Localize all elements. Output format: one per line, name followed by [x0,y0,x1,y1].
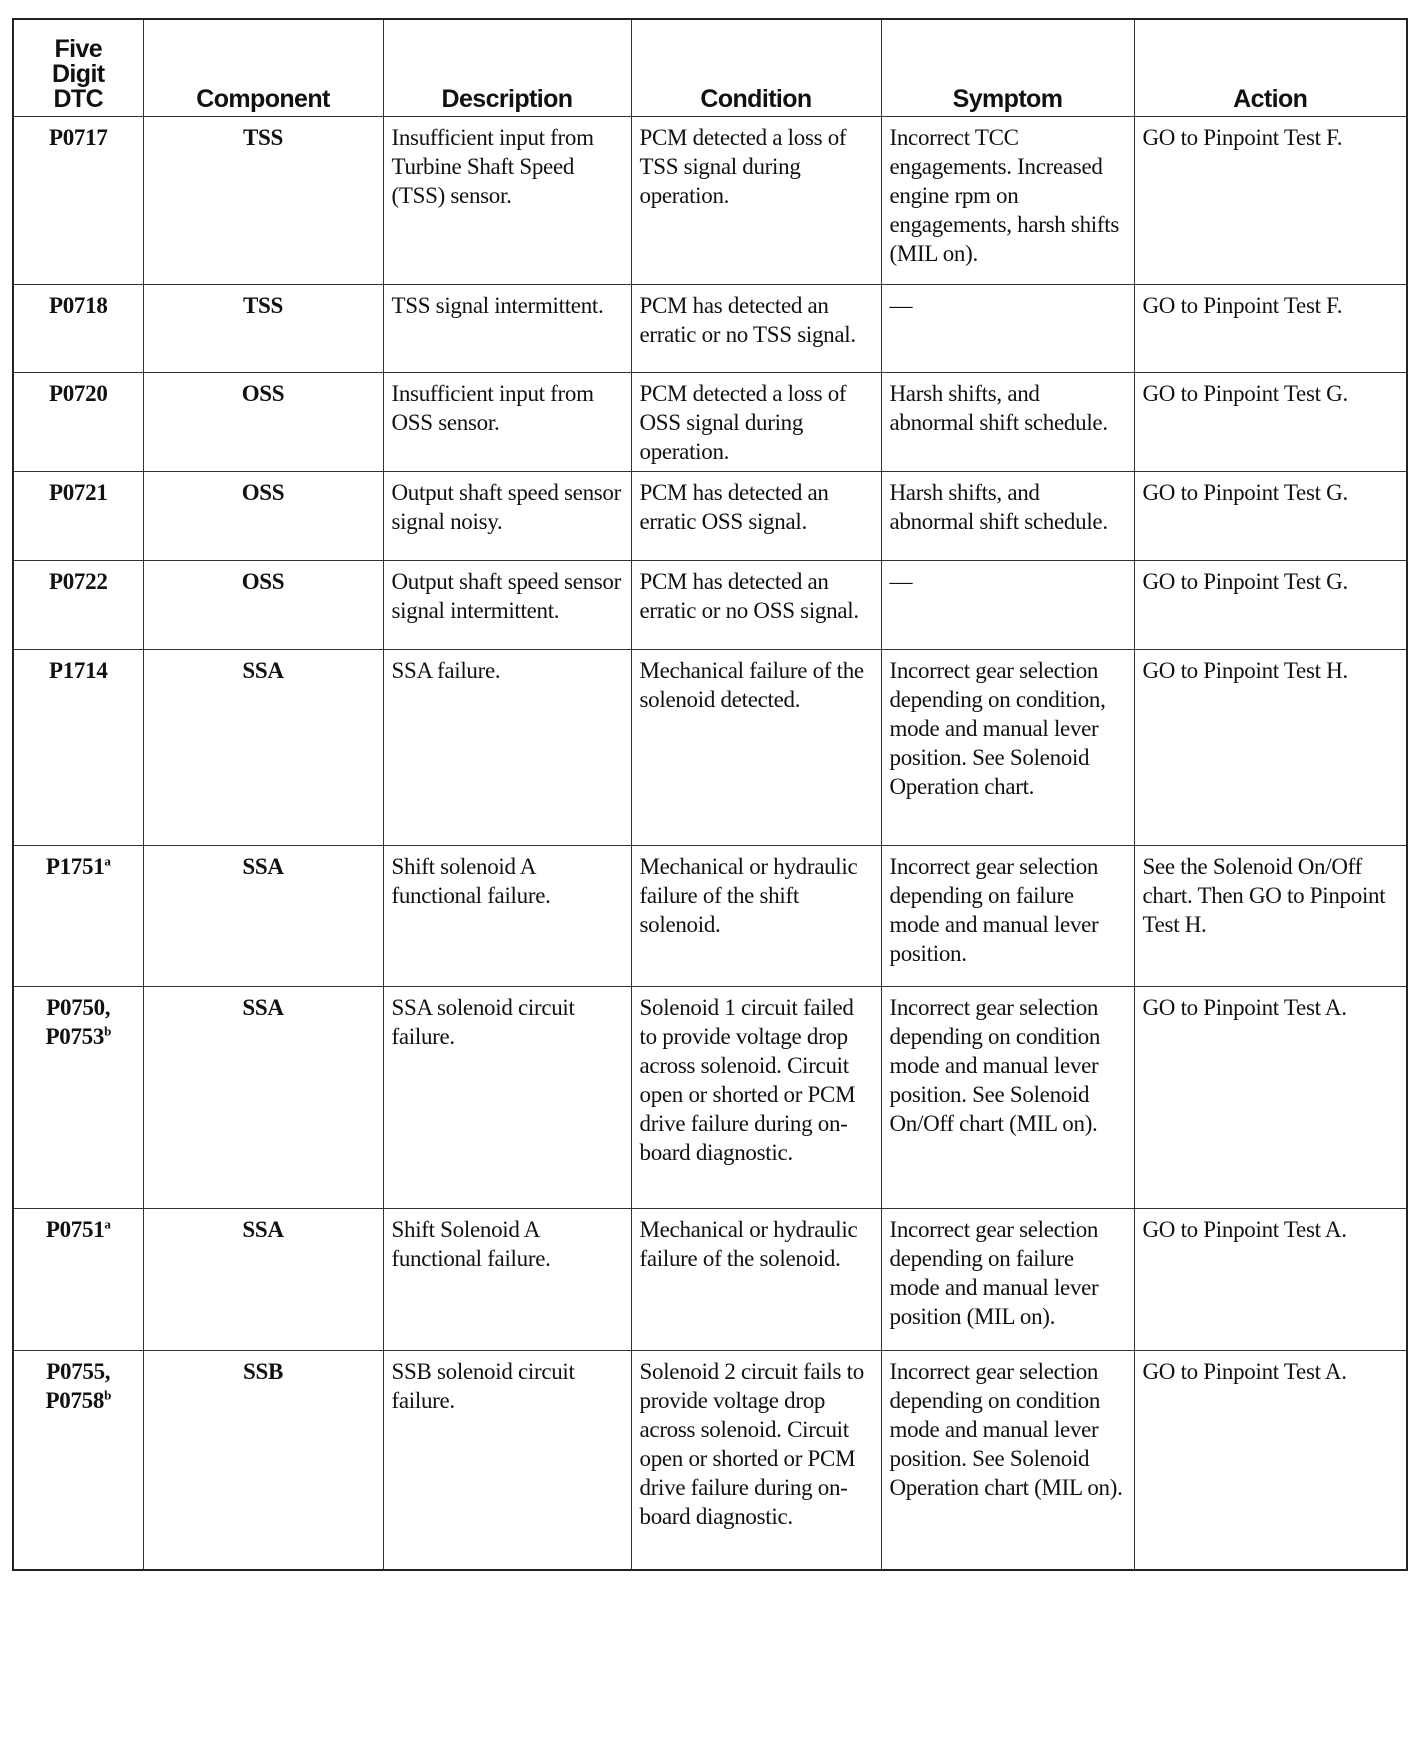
dtc-code-text: P0753 [45,1024,105,1049]
dtc-code [22,852,135,881]
table-row [13,650,1407,846]
table-row [13,846,1407,987]
header-dtc-line: DTC [53,85,104,113]
footnote-marker: a [104,1216,111,1232]
dtc-code [22,656,135,685]
description-cell: SSB solenoid circuit failure. [383,1351,631,1570]
component-cell: SSB [143,1351,383,1570]
dtc-code-text: P0720 [48,381,108,406]
table-body [13,117,1407,1570]
dtc-code-text: P0758 [45,1388,105,1413]
component-cell: SSA [143,1209,383,1351]
action-cell: GO to Pinpoint Test A. [1134,987,1407,1209]
table-row [13,1351,1407,1570]
footnote-marker: b [104,1387,111,1403]
table-row [13,472,1407,561]
dtc-code [22,993,135,1022]
header-row [13,19,1407,117]
dtc-code-text: P0750, [46,995,111,1020]
description-cell: Output shaft speed sensor signal noisy. [383,472,631,561]
symptom-cell: Incorrect gear selection depending on failure mode and manual lever position. [881,846,1134,987]
dtc-code-text: P0755, [46,1359,111,1384]
action-cell: GO to Pinpoint Test F. [1134,285,1407,373]
header-condition: Condition [631,19,881,117]
symptom-cell: Harsh shifts, and abnormal shift schedule. [881,373,1134,472]
component-cell: SSA [143,846,383,987]
header-action: Action [1134,19,1407,117]
condition-cell: Mechanical or hydraulic failure of the shift solenoid. [631,846,881,987]
footnote-marker: b [104,1023,111,1039]
component-cell: SSA [143,987,383,1209]
dtc-code [22,478,135,507]
component-cell: OSS [143,561,383,650]
dtc-table-page [12,18,1408,1571]
dtc-table [12,18,1408,1571]
table-row [13,373,1407,472]
dtc-code-text: P0722 [48,569,108,594]
action-cell: GO to Pinpoint Test A. [1134,1351,1407,1570]
dtc-code-text: P0721 [48,480,108,505]
action-cell: GO to Pinpoint Test G. [1134,373,1407,472]
condition-cell: PCM has detected an erratic or no OSS signal. [631,561,881,650]
condition-cell: PCM has detected an erratic OSS signal. [631,472,881,561]
symptom-cell: Incorrect gear selection depending on condition, mode and manual lever position. See Solenoid Operation chart. [881,650,1134,846]
header-description: Description [383,19,631,117]
dtc-code-cell [13,987,143,1209]
dtc-code-cell [13,650,143,846]
description-cell: SSA solenoid circuit failure. [383,987,631,1209]
dtc-code-cell [13,472,143,561]
component-cell: OSS [143,472,383,561]
action-cell: GO to Pinpoint Test H. [1134,650,1407,846]
dtc-code-cell [13,1209,143,1351]
condition-cell: Mechanical failure of the solenoid detected. [631,650,881,846]
dtc-code [22,1022,135,1051]
description-cell: Insufficient input from Turbine Shaft Speed (TSS) sensor. [383,117,631,285]
symptom-cell: — [881,561,1134,650]
dtc-code-cell [13,373,143,472]
dtc-code [22,567,135,596]
dtc-code [22,123,135,152]
dtc-code [22,1357,135,1386]
table-row [13,561,1407,650]
dtc-code [22,291,135,320]
table-row [13,117,1407,285]
header-dtc-line: Digit [51,60,105,88]
dtc-code-text: P0751 [45,1217,105,1242]
header-dtc-line: Five [54,35,103,63]
header-component: Component [143,19,383,117]
dtc-code-cell [13,285,143,373]
dtc-code-cell [13,1351,143,1570]
footnote-marker: a [104,853,111,869]
dtc-code [22,379,135,408]
action-cell: GO to Pinpoint Test G. [1134,472,1407,561]
action-cell: GO to Pinpoint Test A. [1134,1209,1407,1351]
condition-cell: PCM detected a loss of OSS signal during operation. [631,373,881,472]
condition-cell: Solenoid 2 circuit fails to provide voltage drop across solenoid. Circuit open or shorted or PCM drive failure during on-board diagnostic. [631,1351,881,1570]
dtc-code-text: P0717 [48,125,108,150]
symptom-cell: Harsh shifts, and abnormal shift schedule. [881,472,1134,561]
dtc-code-cell [13,846,143,987]
component-cell: SSA [143,650,383,846]
action-cell: See the Solenoid On/Off chart. Then GO to Pinpoint Test H. [1134,846,1407,987]
condition-cell: PCM detected a loss of TSS signal during operation. [631,117,881,285]
header-symptom: Symptom [881,19,1134,117]
symptom-cell: — [881,285,1134,373]
dtc-code-cell [13,117,143,285]
condition-cell: PCM has detected an erratic or no TSS signal. [631,285,881,373]
condition-cell: Mechanical or hydraulic failure of the solenoid. [631,1209,881,1351]
symptom-cell: Incorrect TCC engagements. Increased engine rpm on engagements, harsh shifts (MIL on). [881,117,1134,285]
component-cell: TSS [143,285,383,373]
symptom-cell: Incorrect gear selection depending on failure mode and manual lever position (MIL on). [881,1209,1134,1351]
dtc-code-text: P0718 [48,293,108,318]
symptom-cell: Incorrect gear selection depending on condition mode and manual lever position. See Solenoid Operation chart (MIL on). [881,1351,1134,1570]
table-row [13,1209,1407,1351]
description-cell: Shift solenoid A functional failure. [383,846,631,987]
condition-cell: Solenoid 1 circuit failed to provide voltage drop across solenoid. Circuit open or shorted or PCM drive failure during on-board diagnostic. [631,987,881,1209]
dtc-code [22,1386,135,1415]
symptom-cell: Incorrect gear selection depending on condition mode and manual lever position. See Solenoid On/Off chart (MIL on). [881,987,1134,1209]
component-cell: OSS [143,373,383,472]
component-cell: TSS [143,117,383,285]
dtc-code-text: P1714 [48,658,108,683]
action-cell: GO to Pinpoint Test F. [1134,117,1407,285]
action-cell: GO to Pinpoint Test G. [1134,561,1407,650]
table-row [13,285,1407,373]
description-cell: Output shaft speed sensor signal intermittent. [383,561,631,650]
dtc-code [22,1215,135,1244]
dtc-code-text: P1751 [45,854,105,879]
description-cell: TSS signal intermittent. [383,285,631,373]
table-row [13,987,1407,1209]
description-cell: Insufficient input from OSS sensor. [383,373,631,472]
description-cell: Shift Solenoid A functional failure. [383,1209,631,1351]
dtc-code-cell [13,561,143,650]
header-dtc [13,19,143,117]
description-cell: SSA failure. [383,650,631,846]
